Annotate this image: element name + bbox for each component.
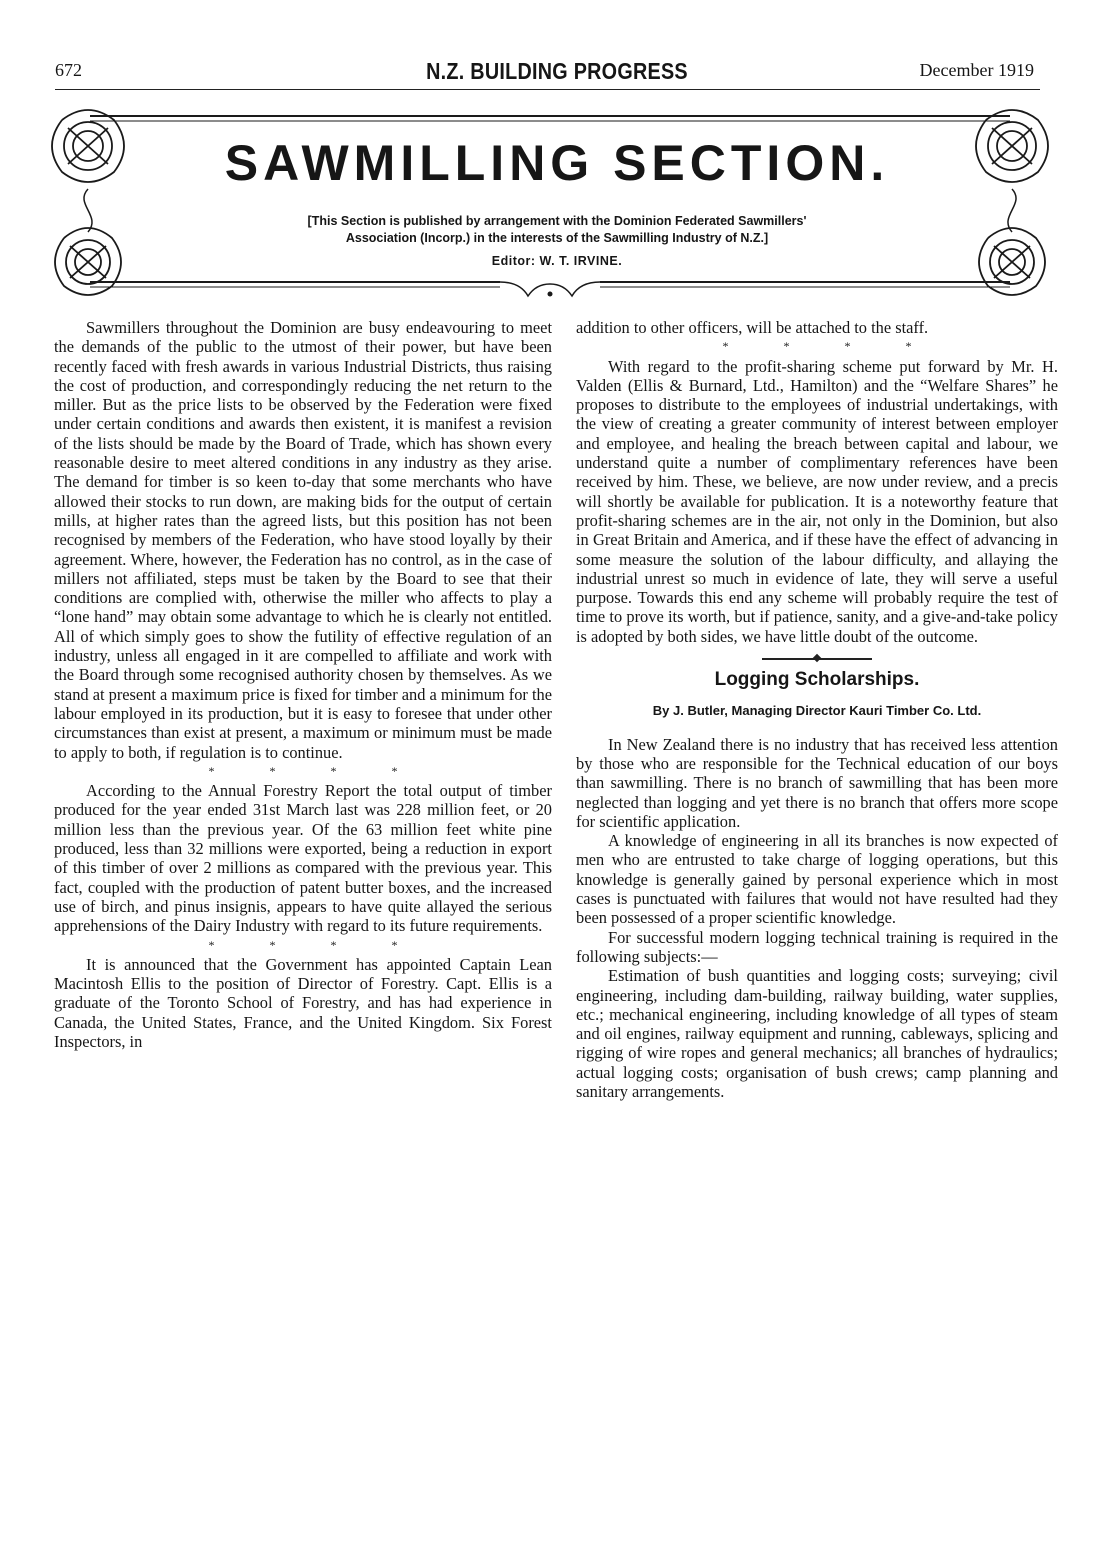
- article-byline: By J. Butler, Managing Director Kauri Timber Co. Ltd.: [652, 703, 982, 719]
- paragraph-profit-sharing: With regard to the profit-sharing scheme put forward by Mr. H. Valden (Ellis & Burnard, Ltd., Hamilton) and the “Welfare Shares” he proposes to distribute to the employees of industrial undertakings, with the view of creating a greater community of interest between employer and employee, and healing the breach between capital and labour, we understand quite a number of complimentary references have been received by him. These, we believe, are now under review, and a precis will shortly be available for publication. It is a noteworthy feature that profit-sharing schemes are in the air, not only in the Dominion, but also in Great Britain and America, and if these have the effect of advancing in some measure the solution of the labour difficulty, and allaying the industrial unrest so much in evidence of late, they will serve a useful purpose. Towards this end any scheme will probably require the test of time to prove its worth, but if patience, sanity, and a give-and-take policy is adopted by both sides, we have little doubt of the outcome.: [576, 356, 1058, 646]
- paragraph-continued: addition to other officers, will be attached to the staff.: [576, 318, 929, 337]
- issue-date: December 1919: [919, 60, 1034, 80]
- article-divider: [762, 658, 872, 660]
- paragraph-forestry-report: According to the Annual Forestry Report the total output of timber produced for the year ended 31st March last was 228 million feet, or 20 million less than the previous year. Of the 63 million feet white pine produced, less than 32 millions were exported, being a reduction in export of this timber of over 2 millions as compared with the previous year. This fact, coupled with the production of patent butter boxes, and the increased use of birch, and pinus insignis, appears to have quite allayed the serious apprehensions of the Dairy Industry with regard to its future requirements.: [54, 781, 552, 936]
- left-column: [54, 318, 552, 1051]
- right-column: [576, 318, 1058, 1101]
- paragraph-training-subjects: For successful modern logging technical training is required in the following subjects:—: [576, 927, 1058, 966]
- paragraph-logging-intro: In New Zealand there is no industry that has received less attention by those who are responsible for the Technical education of our boys than sawmilling. There is no branch of sawmilling that has been more neglected than logging and yet there is no branch that offers more scope for scientific application.: [576, 734, 1058, 831]
- section-break-stars: * * * *: [722, 339, 938, 354]
- paragraph-subject-list: Estimation of bush quantities and logging costs; surveying; civil engineering, including dam-building, railway building, water supplies, etc.; mechanical engineering, including knowledge of all types of steam and oil engines, railway equipment and running, cableways, splicing and rigging of wire ropes and general mechanics; all branches of hydraulics; actual logging costs; organisation of bush crews; camp planning and sanitary arrangements.: [576, 966, 1058, 1101]
- banner-editor: Editor: W. T. IRVINE.: [491, 254, 623, 268]
- section-title: SAWMILLING SECTION.: [224, 135, 890, 191]
- journal-title: N.Z. BUILDING PROGRESS: [426, 58, 688, 84]
- page-number: 672: [55, 60, 82, 80]
- section-break-stars: * * * *: [208, 937, 424, 952]
- paragraph-engineering-knowledge: A knowledge of engineering in all its branches is now expected of men who are entrusted to take charge of logging operations, but this knowledge is generally gained by personal experience which in most cases is punctuated with failures that would not have resulted had they been possessed of a proper scientific knowledge.: [576, 831, 1058, 928]
- banner-note-line2: Association (Incorp.) in the interests of the Sawmilling Industry of N.Z.]: [345, 231, 769, 245]
- banner-note-line1: [This Section is published by arrangement with the Dominion Federated Sawmillers': [307, 214, 807, 228]
- paragraph-director-forestry: It is announced that the Government has appointed Captain Lean Macintosh Ellis to the position of Director of Forestry. Capt. Ellis is a graduate of the Toronto School of Forestry, and has had experience in Canada, the United States, France, and the United Kingdom. Six Forest Inspectors, in: [54, 954, 552, 1051]
- section-break-stars: * * * *: [208, 763, 424, 778]
- article-heading: Logging Scholarships.: [714, 669, 920, 691]
- paragraph-market-conditions: Sawmillers throughout the Dominion are busy endeavouring to meet the demands of the public to the utmost of their power, but have been recently faced with fresh awards in various Industrial Districts, thus raising the cost of production, and correspondingly reducing the net return to the miller. But as the price lists to be observed by the Federation were fixed under certain conditions and awards then existent, it is manifest a revision of the lists should be made by the Board of Trade, which has shown every reasonable desire to meet altered conditions in any industry as they arise. The demand for timber is so keen to-day that some merchants who have allowed their stocks to run down, are making bids for the output of certain mills, at higher rates than the agreed lists, but this position has not been recognised by members of the Federation, who have stood loyally by their agreement. Where, however, the Federation has no control, as in the case of millers not affiliated, steps must be taken by the Board to see that their conditions are complied with, otherwise the miller who affects to play a “lone hand” may obtain some advantage to which he is clearly not entitled. All of which simply goes to show the futility of effective regulation of an industry, unless all engaged in it are compelled to affiliate and work with the Board through some recognised authority chosen by themselves. As we stand at present a maximum price is fixed for timber and a minimum for the labour employed in its production, but it is easy to foresee that under other circumstances than exist at present, a maximum or minimum must be made to apply to both, if regulation is to continue.: [54, 318, 552, 762]
- header-rule: [55, 89, 1040, 90]
